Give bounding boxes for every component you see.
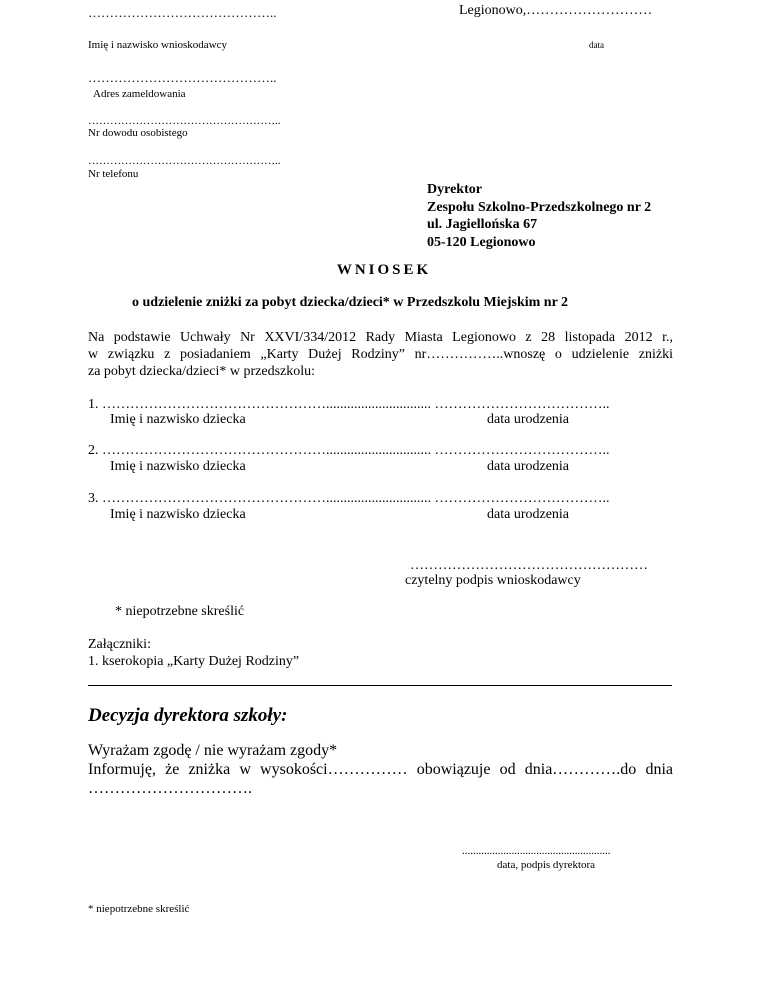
- child-birthdate-label: data urodzenia: [487, 459, 570, 474]
- applicant-signature-label: czytelny podpis wnioskodawcy: [405, 573, 581, 588]
- id-number-label: Nr dowodu osobistego: [88, 127, 188, 139]
- paragraph-line: Na podstawie Uchwały Nr XXVI/334/2012 Rady Miasta Legionowo z 28 listopada 2012 r.,: [88, 330, 673, 345]
- recipient-line: Dyrektor: [427, 182, 482, 197]
- child-birthdate-label: data urodzenia: [487, 507, 570, 522]
- director-signature-label: data, podpis dyrektora: [497, 859, 596, 871]
- phone-field: ……………………………………………..: [88, 155, 281, 167]
- address-field: ……………………………………..: [88, 70, 277, 85]
- document-subtitle: o udzielenie zniżki za pobyt dziecka/dzieci* w Przedszkolu Miejskim nr 2: [132, 295, 569, 310]
- decision-line: Informuję, że zniżka w wysokości…………… obowiązuje od dnia………….do dnia: [88, 761, 673, 778]
- recipient-line: ul. Jagiellońska 67: [427, 217, 538, 232]
- director-signature-field: ......................................................: [462, 845, 611, 857]
- paragraph-line: w związku z posiadaniem „Karty Dużej Rodziny” nr……………..wnoszę o udzielenie zniżki: [88, 347, 673, 362]
- footnote: * niepotrzebne skreślić: [115, 604, 245, 619]
- place-date-field: Legionowo,………………………: [459, 3, 653, 18]
- child-row-line: 3. ………………………………………….............................. ………………………………..: [88, 491, 610, 506]
- id-number-field: ……………………………………………..: [88, 115, 281, 127]
- child-birthdate-label: data urodzenia: [487, 412, 570, 427]
- decision-line: Wyrażam zgodę / nie wyrażam zgody*: [88, 742, 338, 759]
- applicant-name-label: Imię i nazwisko wnioskodawcy: [88, 39, 227, 51]
- child-row-line: 2. ………………………………………….............................. ………………………………..: [88, 443, 610, 458]
- request-paragraph: [88, 329, 673, 380]
- date-label: data: [589, 40, 604, 50]
- child-name-label: Imię i nazwisko dziecka: [110, 507, 246, 522]
- phone-label: Nr telefonu: [88, 168, 139, 180]
- decision-title: Decyzja dyrektora szkoły:: [88, 705, 288, 726]
- recipient-line: Zespołu Szkolno-Przedszkolnego nr 2: [427, 199, 652, 215]
- child-row-line: 1. ………………………………………….............................. ………………………………..: [88, 397, 610, 412]
- footnote: * niepotrzebne skreślić: [88, 903, 190, 915]
- address-label: Adres zameldowania: [93, 88, 186, 100]
- recipient-line: 05-120 Legionowo: [427, 234, 536, 250]
- attachment-item: 1. kserokopia „Karty Dużej Rodziny”: [88, 654, 300, 669]
- applicant-signature-field: ……………………………………………: [410, 558, 648, 573]
- paragraph-line: za pobyt dziecka/dzieci* w przedszkolu:: [88, 364, 316, 379]
- recipient-block: [427, 181, 651, 251]
- child-name-label: Imię i nazwisko dziecka: [110, 412, 246, 427]
- child-name-label: Imię i nazwisko dziecka: [110, 459, 246, 474]
- decision-line: ………………………….: [88, 780, 252, 797]
- attachments-heading: Załączniki:: [88, 637, 151, 652]
- applicant-name-field: ……………………………………..: [88, 5, 277, 20]
- section-divider: [88, 685, 672, 686]
- decision-block: [88, 741, 673, 798]
- document-title: WNIOSEK: [336, 262, 432, 278]
